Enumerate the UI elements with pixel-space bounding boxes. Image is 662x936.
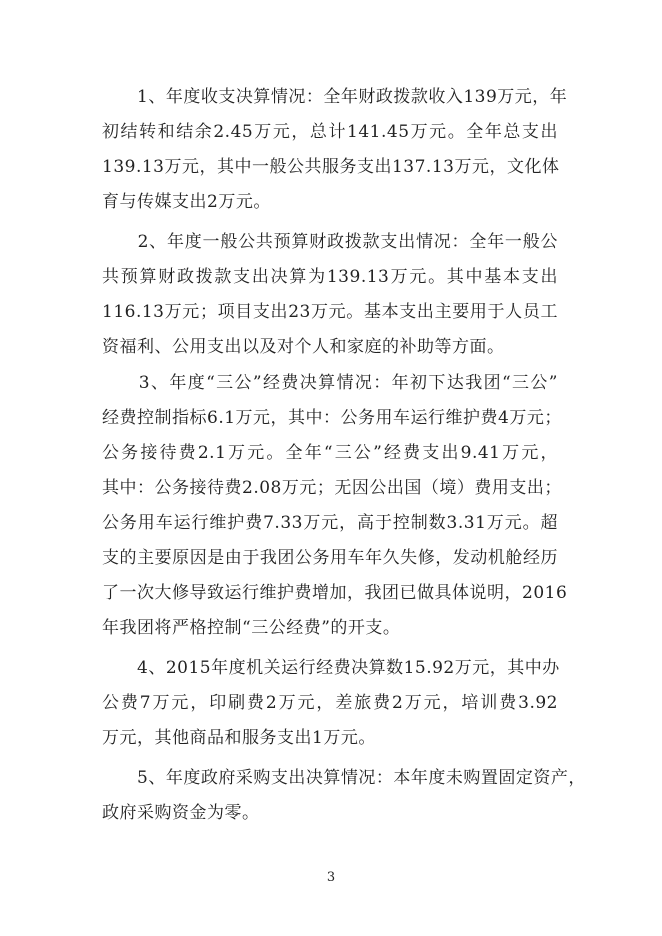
paragraph-5-line: 政府采购资金为零。	[102, 803, 260, 823]
paragraph-3-line: 经费控制指标6.1万元，其中：公务用车运行维护费4万元；	[102, 408, 562, 428]
paragraph-3-line: 支的主要原因是由于我团公务用车年久失修，发动机舱经历	[102, 548, 558, 568]
paragraph-3-line: 3、年度“三公”经费决算情况：年初下达我团“三公”	[102, 373, 558, 393]
paragraph-2-line: 共预算财政拨款支出决算为139.13万元。其中基本支出	[102, 267, 558, 287]
paragraph-3-line: 了一次大修导致运行维护费增加，我团已做具体说明，2016	[102, 583, 568, 603]
paragraph-2-line: 116.13万元；项目支出23万元。基本支出主要用于人员工	[102, 302, 558, 322]
paragraph-2-line: 资福利、公用支出以及对个人和家庭的补助等方面。	[102, 337, 505, 357]
paragraph-1-line: 139.13万元，其中一般公共服务支出137.13万元，文化体	[102, 157, 560, 177]
paragraph-3-line: 公务接待费2.1万元。全年“三公”经费支出9.41万元，	[102, 443, 558, 463]
paragraph-3-line: 公务用车运行维护费7.33万元，高于控制数3.31万元。超	[102, 513, 558, 533]
paragraph-4-line: 公费7万元，印刷费2万元，差旅费2万元，培训费3.92	[102, 693, 558, 713]
paragraph-4-line: 万元，其他商品和服务支出1万元。	[102, 728, 376, 748]
paragraph-5-line: 5、年度政府采购支出决算情况：本年度未购置固定资产，	[102, 768, 586, 788]
page-number: 3	[326, 870, 336, 885]
paragraph-4-line: 4、2015年度机关运行经费决算数15.92万元，其中办	[102, 658, 560, 678]
paragraph-3-line: 年我团将严格控制“三公经费”的开支。	[102, 618, 401, 638]
paragraph-1-line: 1、年度收支决算情况：全年财政拨款收入139万元，年	[102, 87, 568, 107]
paragraph-1-line: 初结转和结余2.45万元，总计141.45万元。全年总支出	[102, 122, 558, 142]
paragraph-2-line: 2、年度一般公共预算财政拨款支出情况：全年一般公	[102, 232, 558, 252]
paragraph-1-line: 育与传媒支出2万元。	[102, 192, 271, 212]
paragraph-3-line: 其中：公务接待费2.08万元；无因公出国（境）费用支出；	[102, 478, 562, 498]
